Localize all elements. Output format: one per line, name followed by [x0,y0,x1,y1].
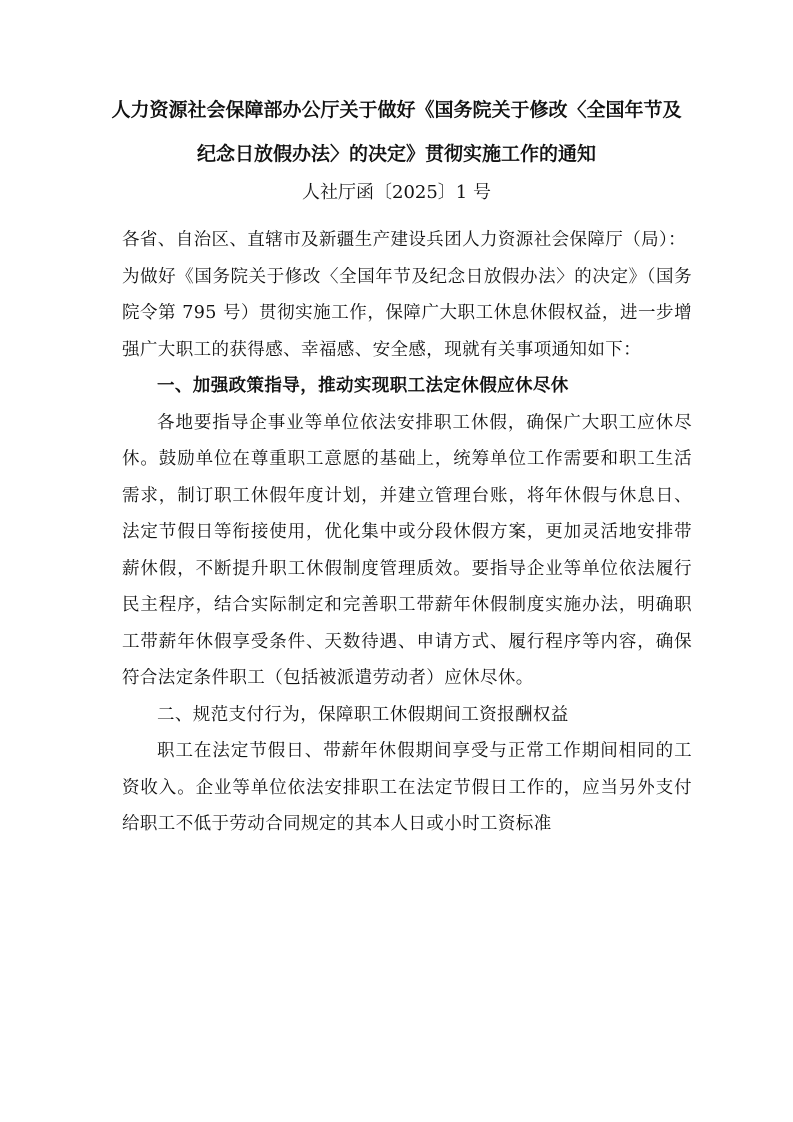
section-2-paragraph: 职工在法定节假日、带薪年休假期间享受与正常工作期间相同的工资收入。企业等单位依法安排职工在法定节假日工作的，应当另外支付给职工不低于劳动合同规定的其本人日或小时工资标准 [122,741,692,834]
document-title-line-2: 纪念日放假办法〉的决定》贯彻实施工作的通知 [196,143,596,165]
document-number: 人社厅函〔2025〕1 号 [302,182,491,203]
document-title-line-1: 人力资源社会保障部办公厅关于做好《国务院关于修改〈全国年节及 [111,99,682,121]
intro-paragraph: 为做好《国务院关于修改〈全国年节及纪念日放假办法〉的决定》（国务院令第 795 号）贯彻实施工作，保障广大职工休息休假权益，进一步增强广大职工的获得感、幸福感、安全感，现就有关事项通知如下： [122,266,692,360]
section-2-heading: 二、规范支付行为，保障职工休假期间工资报酬权益 [157,704,569,725]
document-body [122,222,692,843]
salutation: 各省、自治区、直辖市及新疆生产建设兵团人力资源社会保障厅（局）： [122,230,687,250]
section-1-heading: 一、加强政策指导，推动实现职工法定休假应休尽休 [157,376,569,396]
section-1-paragraph: 各地要指导企事业等单位依法安排职工休假，确保广大职工应休尽休。鼓励单位在尊重职工意愿的基础上，统筹单位工作需要和职工生活需求，制订职工休假年度计划，并建立管理台账，将年休假与休息日、法定节假日等衔接使用，优化集中或分段休假方案，更加灵活地安排带薪休假，不断提升职工休假制度管理质效。要指导企业等单位依法履行民主程序，结合实际制定和完善职工带薪年休假制度实施办法，明确职工带薪年休假享受条件、天数待遇、申请方式、履行程序等内容，确保符合法定条件职工（包括被派遣劳动者）应休尽休。 [122,412,692,688]
